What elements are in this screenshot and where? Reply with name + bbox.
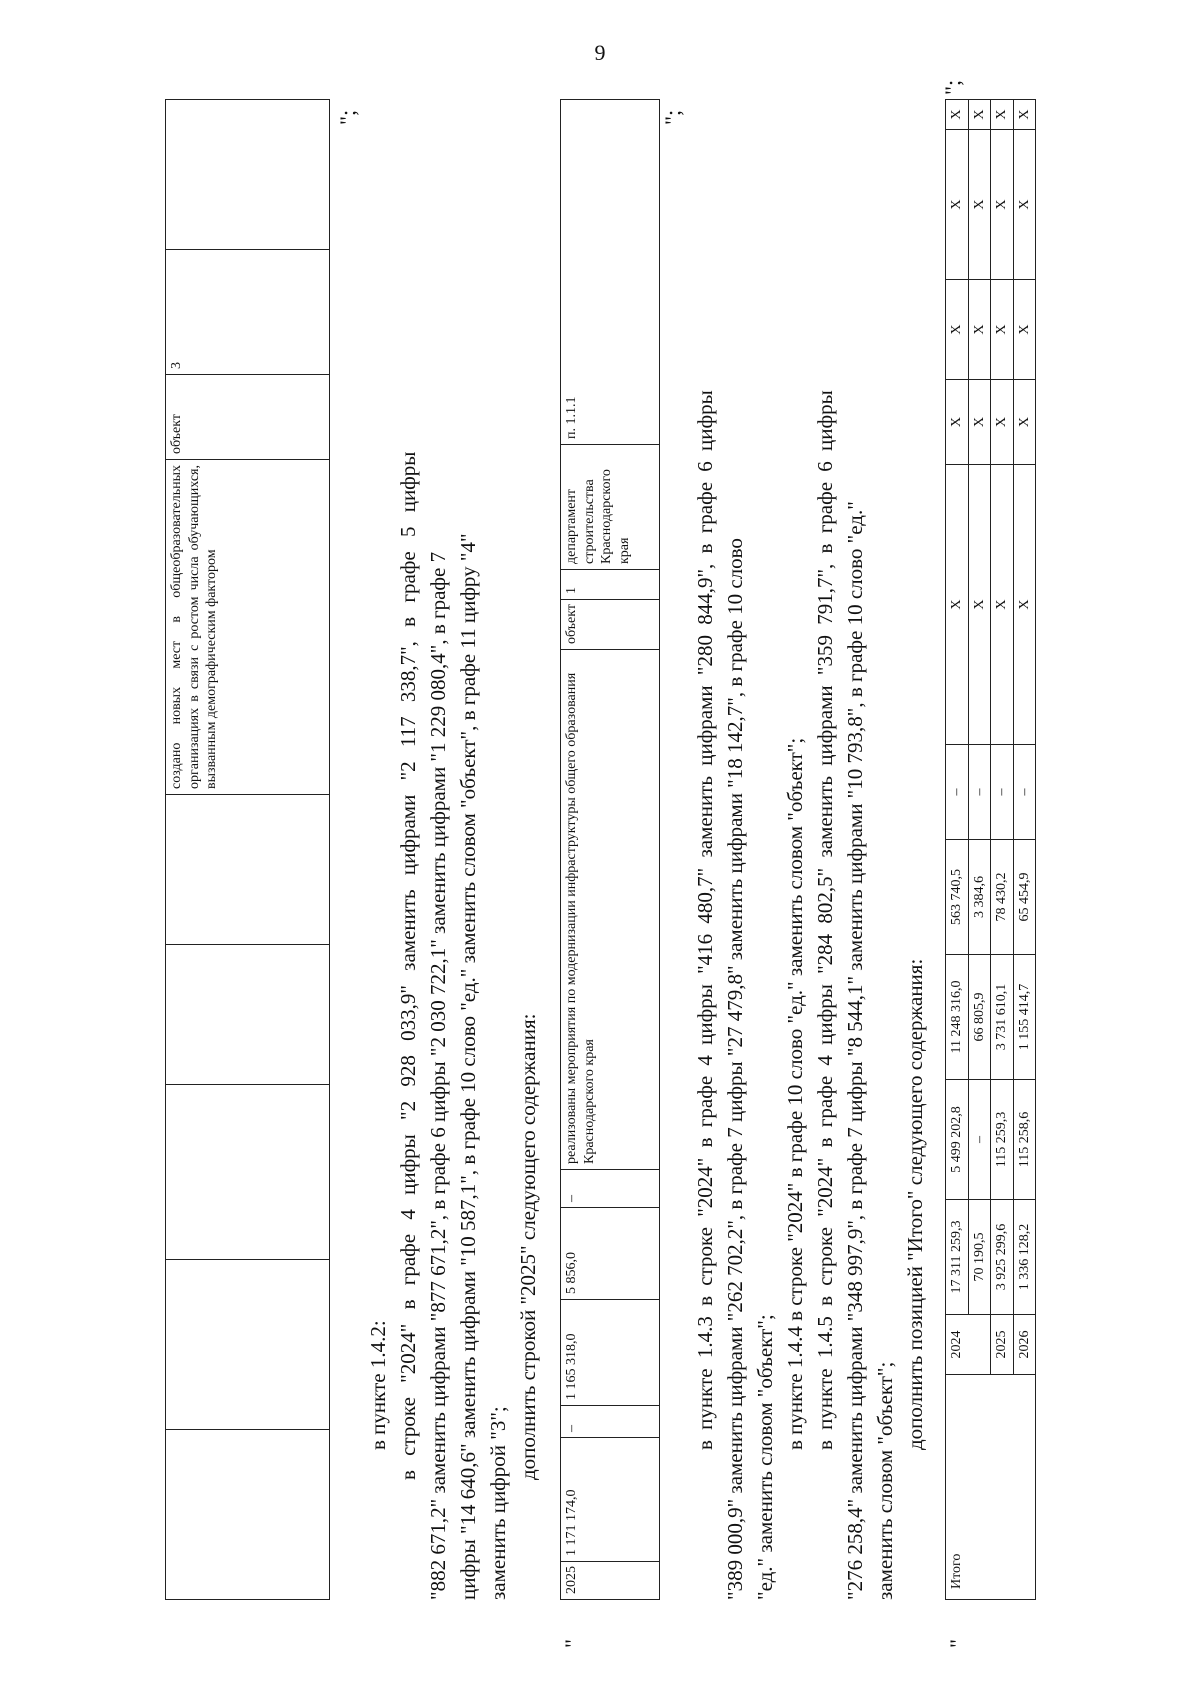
paragraph-2-line-8: дополнить позицией "Итого" следующего содержания: — [903, 958, 927, 1450]
table-cell: X — [991, 380, 1014, 465]
paragraph-2-line-2: "389 000,9" заменить цифрами "262 702,2", в графе 7 цифры "27 479,8" заменить цифрами "18 142,7", в графе 10 слово — [723, 538, 747, 1600]
paragraph-1-heading: в пункте 1.4.2: — [366, 1320, 390, 1450]
opening-quote: " — [945, 1639, 970, 1648]
table-cell: 66 805,9 — [968, 955, 991, 1080]
table-row — [946, 100, 969, 1600]
table-cell: X — [991, 130, 1014, 280]
paragraph-1-line-3: цифры "14 640,6" заменить цифрами "10 587,1", в графе 10 слово "ед." заменить словом "объект", в графе 11 цифру "4" — [456, 533, 480, 1600]
table-cell: – — [991, 745, 1014, 840]
table-cell: 11 248 316,0 — [946, 955, 969, 1080]
paragraph-2-line-7: заменить словом "объект"; — [873, 1361, 897, 1600]
table-cell: 3 925 299,6 — [991, 1200, 1014, 1315]
table-cell: X — [946, 130, 969, 280]
paragraph-1-line-2: "882 671,2" заменить цифрами "877 671,2", в графе 6 цифры "2 030 722,1" заменить цифрами "1 229 080,4", в графе 7 — [426, 551, 450, 1600]
table-cell: 78 430,2 — [991, 840, 1014, 955]
table-2-unit: объект — [561, 600, 660, 650]
table-cell: X — [968, 130, 991, 280]
table-cell: – — [1013, 745, 1036, 840]
table-cell: 5 499 202,8 — [946, 1080, 969, 1200]
paragraph-1-line-5: дополнить строкой "2025" следующего содержания: — [516, 1013, 540, 1480]
table-cell: X — [968, 100, 991, 130]
table-cell — [166, 100, 330, 250]
table-cell: 1 336 128,2 — [1013, 1200, 1036, 1315]
table-2-reference: п. 1.1.1 — [561, 100, 660, 445]
table-cell: 115 258,6 — [1013, 1080, 1036, 1200]
table-row — [561, 100, 660, 1600]
table-cell: X — [991, 280, 1014, 380]
paragraph-2-line-3: "ед." заменить словом "объект"; — [753, 1314, 777, 1600]
table-3-year: 2024 — [946, 1315, 991, 1375]
table-cell — [166, 795, 330, 945]
table-3-year: 2025 — [991, 1315, 1014, 1375]
table-cell: X — [1013, 280, 1036, 380]
paragraph-2-line-5: в пункте 1.4.5 в строке "2024" в графе 4 цифры "284 802,5" заменить цифрами "359 791,7", в графе 6 цифры — [813, 390, 837, 1450]
table-cell: X — [1013, 100, 1036, 130]
table-2 — [560, 99, 660, 1600]
table-cell: X — [1013, 130, 1036, 280]
table-cell: – — [968, 1080, 991, 1200]
table-cell — [166, 1260, 330, 1430]
table-cell — [166, 1085, 330, 1260]
table-3-label: Итого — [946, 1375, 1036, 1600]
table-cell: X — [946, 280, 969, 380]
table-1-unit: объект — [166, 375, 330, 460]
table-cell: 563 740,5 — [946, 840, 969, 955]
table-2-year: 2025 — [561, 1562, 660, 1600]
table-2-col-5: 5 856,0 — [561, 1208, 660, 1300]
table-2-description: реализованы мероприятия по модернизации инфраструктуры общего образования Краснодарского края — [561, 650, 660, 1170]
table-cell: – — [946, 745, 969, 840]
closing-quote: "; — [940, 79, 965, 95]
table-2-col-4: 1 165 318,0 — [561, 1300, 660, 1406]
paragraph-2-line-1: в пункте 1.4.3 в строке "2024" в графе 4 цифры "416 480,7" заменить цифрами "280 844,9", в графе 6 цифры — [693, 390, 717, 1450]
table-2-col-3: – — [561, 1406, 660, 1438]
table-1-description: создано новых мест в общеобразовательных организациях в связи с ростом числа обучающихся, вызванным демографическим фактором — [166, 460, 330, 795]
table-1-value: 3 — [166, 250, 330, 375]
table-cell: 3 731 610,1 — [991, 955, 1014, 1080]
table-cell: X — [991, 465, 1014, 745]
table-2-value: 1 — [561, 570, 660, 600]
table-cell: X — [968, 280, 991, 380]
opening-quote: " — [560, 1639, 585, 1648]
table-cell: 65 454,9 — [1013, 840, 1036, 955]
table-cell: X — [968, 380, 991, 465]
table-3-block — [940, 79, 1036, 1600]
closing-quote: "; — [335, 109, 360, 125]
table-cell: 70 190,5 — [968, 1200, 991, 1315]
table-2-block — [560, 99, 685, 1600]
table-cell: 3 384,6 — [968, 840, 991, 955]
rotated-content — [165, 79, 1065, 1648]
table-1 — [165, 99, 330, 1600]
table-1-block — [165, 99, 360, 1600]
table-cell: X — [1013, 465, 1036, 745]
table-2-col-2: 1 171 174,0 — [561, 1438, 660, 1562]
table-row — [166, 100, 330, 1600]
table-cell: X — [1013, 380, 1036, 465]
table-3 — [945, 99, 1036, 1600]
table-cell: 17 311 259,3 — [946, 1200, 969, 1315]
table-2-col-6: – — [561, 1170, 660, 1208]
table-cell — [166, 945, 330, 1085]
paragraph-1-line-4: заменить цифрой "3"; — [486, 1406, 510, 1600]
table-cell: X — [946, 100, 969, 130]
paragraph-2-line-6: "276 258,4" заменить цифрами "348 997,9", в графе 7 цифры "8 544,1" заменить цифрами "10 793,8", в графе 10 слово "ед." — [843, 501, 867, 1600]
paragraph-1-line-1: в строке "2024" в графе 4 цифры "2 928 033,9" заменить цифрами "2 117 338,7", в графе 5 цифры — [396, 451, 420, 1480]
table-cell: X — [968, 465, 991, 745]
table-cell: X — [991, 100, 1014, 130]
page-number: 9 — [594, 40, 606, 65]
table-3-year: 2026 — [1013, 1315, 1036, 1375]
table-cell: – — [968, 745, 991, 840]
table-2-executor: департамент строительства Краснодарского края — [561, 445, 660, 570]
paragraph-2-line-4: в пункте 1.4.4 в строке "2024" в графе 10 слово "ед." заменить словом "объект"; — [783, 737, 807, 1450]
closing-quote: "; — [660, 109, 685, 125]
table-cell — [166, 1430, 330, 1600]
table-cell: X — [946, 380, 969, 465]
table-cell: 115 259,3 — [991, 1080, 1014, 1200]
table-cell: X — [946, 465, 969, 745]
table-cell: 1 155 414,7 — [1013, 955, 1036, 1080]
